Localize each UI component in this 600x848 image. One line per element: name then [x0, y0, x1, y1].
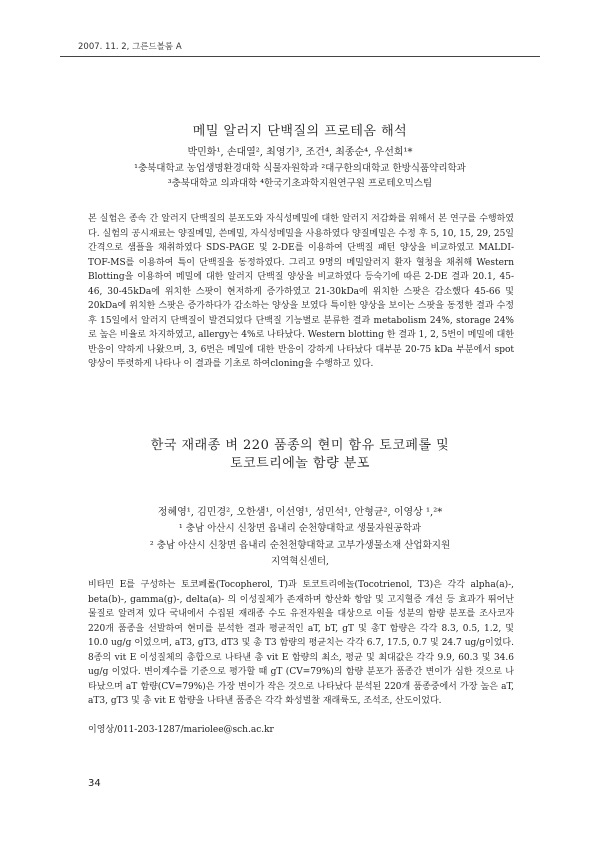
article1-affiliation-2: ³충북대학교 의과대학 ⁴한국기초과학지원연구원 프로테오믹스팀 [167, 178, 433, 189]
article2-contact: 이영상/011-203-1287/mariolee@sch.ac.kr [88, 725, 274, 735]
article2-authors: 정혜영¹, 김민경², 오한샘¹, 이선영¹, 성민석¹, 안형균², 이영상 ¹,²* [157, 507, 443, 518]
page-number: 34 [88, 778, 101, 789]
article1-abstract-text: 본 실험은 종속 간 알러지 단백질의 분포도와 자식성메밀에 대한 알러지 저감화를 위해서 본 연구를 수행하였다. 실험의 공시재료는 양질메밀, 쓴메밀, 자식성메밀을 사용하였다 양질메밀은 수정 후 5, 10, 15, 29, 25일 간격으로 샘플을 채취하였다 SDS-PAGE 및 2-DE를 이용하여 단백질 패턴 양상을 비교하였고 MALDI-TOF-MS를 이용하여 특이 단백질을 동정하였다. 그리고 9명의 메밀알러지 환자 혈청을 채취해 Western Blotting을 이용하여 메밀에 대한 알러지 단백질 양상을 비교하였다 등숙기에 따른 2-DE 결과 20.1, 45-46, 30-45kDa에 위치한 스팟이 현저하게 증가하였고 21-30kDa에 위치한 스팟은 감소했다 45-66 및 20kDa에 위치한 스팟은 증가하다가 감소하는 양상을 보였다 특이한 양상을 보이는 스팟을 동정한 결과 수정 후 15일에서 알러지 단백질이 발견되었다 단백질 기능별로 분류한 결과 metabolism 24%, storage 24%로 높은 비율로 차지하였고, allergy는 4%로 나타났다. Western blotting 한 결과 1, 2, 5번이 메밀에 대한 반응이 약하게 나왔으며, 3, 6번은 메밀에 대한 반응이 강하게 나타났다 대부분 20-75 kDa 부분에서 spot 양상이 뚜렷하게 나타나 이 결과를 기초로 하여cloning을 수행하고 있다. [88, 214, 514, 369]
article1-abstract [88, 212, 514, 372]
article1-affiliation-1: ¹충북대학교 농업생명환경대학 식물자원학과 ²대구한의대학교 한방식품약리학과 [134, 163, 466, 174]
article1-authors: 박민화¹, 손대열², 최영기³, 조건⁴, 최종순⁴, 우선희¹* [187, 147, 413, 158]
article2-title-line2: 토코트리에놀 함량 분포 [230, 456, 370, 471]
article1-title: 메밀 알러지 단백질의 프로테옴 해석 [192, 124, 408, 139]
article2-affiliation-1: ¹ 충남 아산시 신창면 읍내리 순천향대학교 생물자원공학과 [178, 523, 422, 534]
article2-abstract-text: 비타민 E를 구성하는 토코페롤(Tocopherol, T)과 토코트리에놀(Tocotrienol, T3)은 각각 alpha(a)-, beta(b)-, gamma(g)-, delta(a)- 의 이성질체가 존재하며 항산화 항암 및 고지혈증 개선 등 효과가 뛰어난 물질로 알려져 있다 국내에서 수집된 재래종 수도 유전자원을 대상으로 이들 성분의 함량 분포를 조사코자220개 품종을 선발하여 현미를 분석한 결과 평균적인 aT, bT, gT 및 총T 함량은 각각 8.3, 0.5, 1.2, 및 10.0 ug/g 이었으며, aT3, gT3, dT3 및 총 T3 함량의 평균치는 각각 6.7, 17.5, 0.7 및 24.7 ug/g이었다. 8종의 vit E 이성질체의 총합으로 나타낸 총 vit E 함량의 최소, 평균 및 최대값은 각각 9.9, 60.3 및 34.6 ug/g 이었다. 변이계수를 기준으로 평가할 때 gT (CV=79%)의 함량 분포가 품종간 변이가 심한 것으로 나타났으며 aT 함량(CV=79%)은 가장 변이가 작은 것으로 나타났다 분석된 220개 품종중에서 가장 높은 aT, aT3, gT3 및 총 vit E 함량을 나타낸 품종은 각각 화성벌찰 재래륙도, 조석조, 산도이었다. [88, 580, 514, 706]
article2-title-line1: 한국 재래종 벼 220 품종의 현미 함유 토코페롤 및 [150, 438, 450, 453]
article2-abstract [88, 578, 514, 709]
article2-affiliation-2: ² 충남 아산시 신창면 읍내리 순천천향대학교 고부가생물소재 산업화지원 [149, 540, 451, 551]
header-rule [60, 56, 540, 57]
running-head: 2007. 11. 2, 그른드볼룸 A [78, 42, 182, 52]
article2-affiliation-3: 지역혁신센터, [270, 556, 330, 567]
